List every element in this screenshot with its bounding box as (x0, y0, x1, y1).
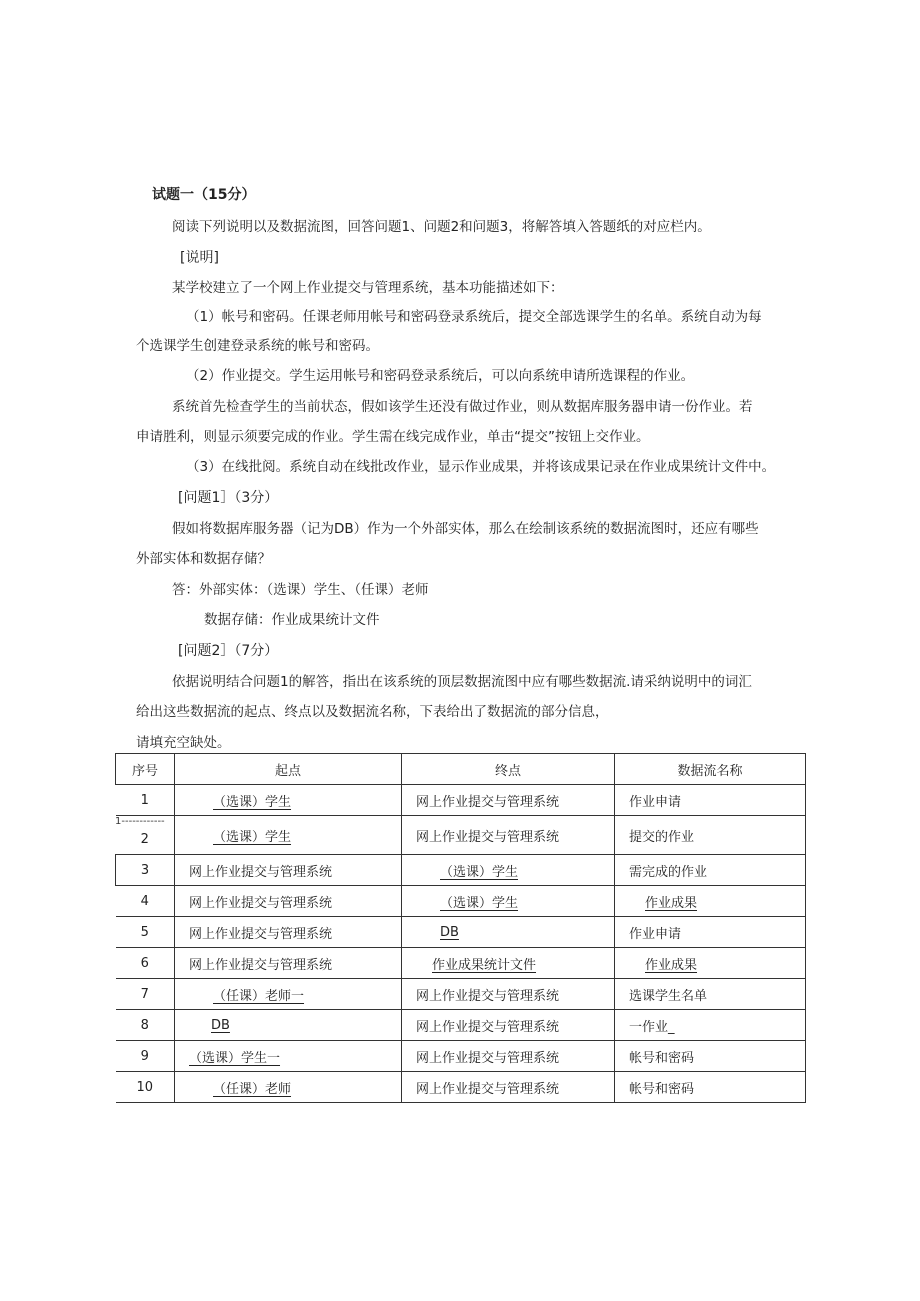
row-end-text: （选课）学生 (440, 864, 519, 880)
question-title: 试题一（15分） (152, 187, 256, 203)
table-row (116, 855, 806, 886)
row-flow-name: 作业申请 (615, 917, 806, 948)
row-no: 8 (116, 1010, 175, 1041)
row-start-text: （选课）学生 (213, 829, 292, 845)
dataflow-table (115, 753, 806, 1103)
row-end: 网上作业提交与管理系统 (402, 1072, 615, 1103)
table-row (116, 917, 806, 948)
item2b-line1: 系统首先检查学生的当前状态，假如该学生还没有做过作业，则从数据库服务器申请一份作业。若 (172, 399, 753, 415)
stray-dash-mark: 1------------ (115, 816, 165, 827)
row-flow-name (615, 948, 806, 979)
row-no: 1 (116, 785, 175, 816)
row-end: 网上作业提交与管理系统 (402, 1010, 615, 1041)
row-start: 网上作业提交与管理系统 (175, 855, 402, 886)
q1-heading: [问题1］（3分） (178, 490, 279, 506)
row-end: 网上作业提交与管理系统 (402, 816, 615, 855)
row-flow-name-text: 作业成果 (645, 895, 698, 911)
row-start (175, 785, 402, 816)
row-start: 网上作业提交与管理系统 (175, 948, 402, 979)
q2-heading: [问题2］（7分） (178, 643, 279, 659)
row-flow-name: 帐号和密码 (615, 1041, 806, 1072)
table-row (116, 785, 806, 816)
header-flow-name: 数据流名称 (615, 754, 806, 785)
row-end-text: DB (440, 924, 459, 940)
item1-line1: （1）帐号和密码。任课老师用帐号和密码登录系统后，提交全部选课学生的名单。系统自动为每 (186, 309, 762, 325)
row-end (402, 855, 615, 886)
row-start-text: （选课）学生一 (189, 1050, 281, 1066)
q1-answer1: 答：外部实体：（选课）学生、（任课）老师 (172, 582, 429, 598)
row-no: 4 (116, 886, 175, 917)
table-row (116, 979, 806, 1010)
table-row (116, 948, 806, 979)
q1-line1: 假如将数据库服务器（记为DB）作为一个外部实体，那么在绘制该系统的数据流图时，还应有哪些 (172, 521, 759, 537)
row-start-text: （任课）老师一 (213, 988, 305, 1004)
row-flow-name: 需完成的作业 (615, 855, 806, 886)
row-end: 网上作业提交与管理系统 (402, 785, 615, 816)
item3-text: （3）在线批阅。系统自动在线批改作业，显示作业成果，并将该成果记录在作业成果统计文件中。 (186, 459, 776, 475)
row-flow-name: 提交的作业 (615, 816, 806, 855)
row-no: 5 (116, 917, 175, 948)
desc-text: 某学校建立了一个网上作业提交与管理系统，基本功能描述如下： (172, 280, 564, 296)
row-no: 9 (116, 1041, 175, 1072)
header-no: 序号 (116, 754, 175, 785)
row-flow-name: 帐号和密码 (615, 1072, 806, 1103)
q1-answer2: 数据存储：作业成果统计文件 (204, 612, 380, 628)
header-end: 终点 (402, 754, 615, 785)
table-row (116, 1041, 806, 1072)
table-header-row (116, 754, 806, 785)
row-end: 网上作业提交与管理系统 (402, 1041, 615, 1072)
q1-line2: 外部实体和数据存储？ (136, 551, 271, 567)
intro-text: 阅读下列说明以及数据流图，回答问题1、问题2和问题3，将解答填入答题纸的对应栏内。 (172, 219, 711, 235)
row-flow-name (615, 886, 806, 917)
table-row (116, 816, 806, 855)
row-end (402, 917, 615, 948)
row-no: 2 (116, 816, 175, 855)
row-flow-name-text: 作业成果 (645, 957, 698, 973)
item2-text: （2）作业提交。学生运用帐号和密码登录系统后，可以向系统申请所选课程的作业。 (186, 368, 695, 384)
row-start (175, 1010, 402, 1041)
row-no: 10 (116, 1072, 175, 1103)
q2-line1: 依据说明结合问题1的解答，指出在该系统的顶层数据流图中应有哪些数据流.请采纳说明中的词汇 (172, 674, 752, 690)
row-no: 7 (116, 979, 175, 1010)
row-no: 3 (116, 855, 175, 886)
q2-line3: 请填充空缺处。 (136, 735, 231, 751)
q2-line2: 给出这些数据流的起点、终点以及数据流名称，下表给出了数据流的部分信息， (136, 704, 609, 720)
header-start: 起点 (175, 754, 402, 785)
row-no: 6 (116, 948, 175, 979)
desc-heading: [说明] (180, 250, 219, 266)
row-flow-name: 作业申请 (615, 785, 806, 816)
row-end-text: （选课）学生 (440, 895, 519, 911)
table-row (116, 1072, 806, 1103)
item1-line2: 个选课学生创建登录系统的帐号和密码。 (136, 338, 379, 354)
row-flow-name: 一作业_ (615, 1010, 806, 1041)
row-start-text: （任课）老师 (213, 1081, 292, 1097)
row-end-text: 作业成果统计文件 (432, 957, 537, 973)
table-row (116, 886, 806, 917)
row-flow-name: 选课学生名单 (615, 979, 806, 1010)
row-start-text: DB (211, 1017, 230, 1033)
row-start (175, 1041, 402, 1072)
row-start: 网上作业提交与管理系统 (175, 917, 402, 948)
item2b-line2: 申请胜利，则显示须要完成的作业。学生需在线完成作业，单击“提交”按钮上交作业。 (136, 429, 650, 445)
row-start: 网上作业提交与管理系统 (175, 886, 402, 917)
row-end: 网上作业提交与管理系统 (402, 979, 615, 1010)
row-start-text: （选课）学生 (213, 794, 292, 810)
row-start (175, 979, 402, 1010)
row-start (175, 816, 402, 855)
row-end (402, 886, 615, 917)
row-start (175, 1072, 402, 1103)
row-end (402, 948, 615, 979)
table-row (116, 1010, 806, 1041)
